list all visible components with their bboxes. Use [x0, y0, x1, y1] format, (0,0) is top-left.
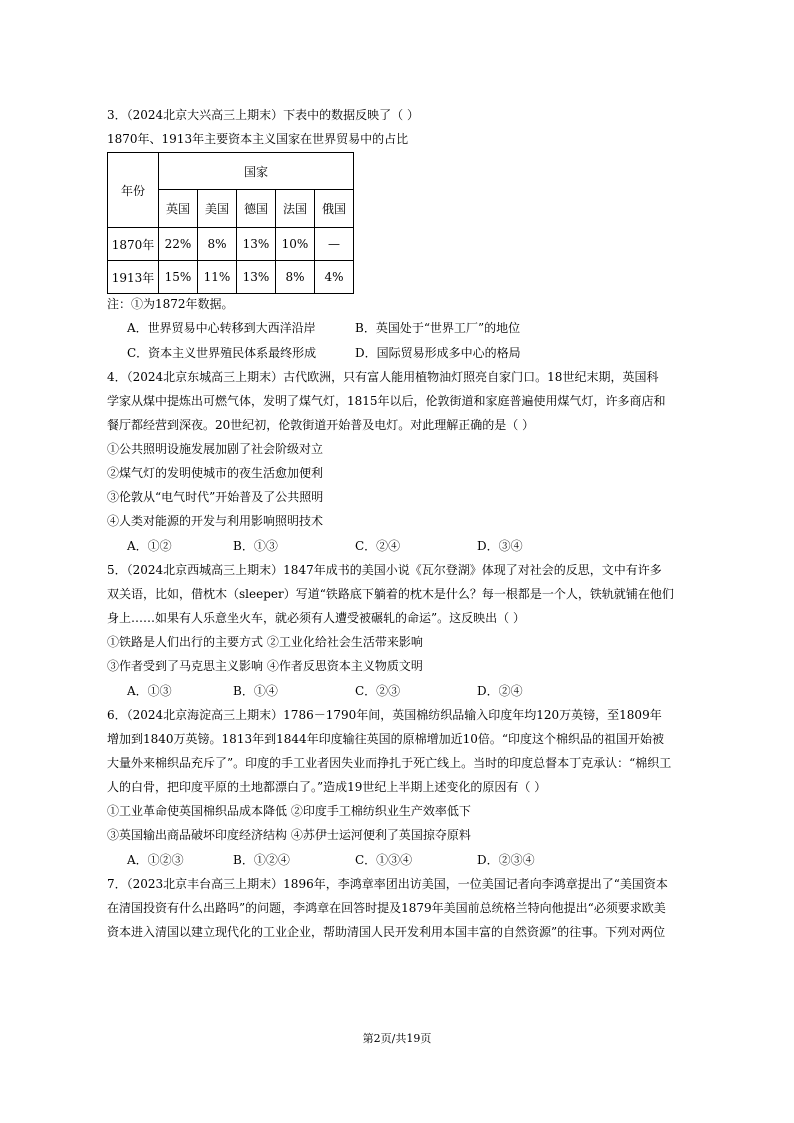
q6-option-d[interactable]: D．②③④: [477, 853, 535, 867]
table-cell: 22%: [159, 228, 198, 261]
q4-option-b[interactable]: B．①③: [233, 539, 278, 553]
q6-stem-line: 大量外来棉织品充斥了”。印度的手工业者因失业而挣扎于死亡线上。当时的印度总督本丁克承认：“棉织工: [107, 756, 672, 770]
table-cell: 8%: [276, 261, 315, 294]
q5-option-d[interactable]: D．②④: [477, 684, 523, 698]
q5-stem-line: 身上……如果有人乐意坐火车，就必须有人遭受被碾轧的命运”。这反映出（ ）: [107, 611, 525, 625]
q6-option-a[interactable]: A．①②③: [127, 853, 184, 867]
q3-option-d[interactable]: D．国际贸易形成多中心的格局: [355, 346, 521, 360]
q7-stem-line: 在清国投资有什么出路吗”的问题，李鸿章在回答时提及1879年美国前总统格兰特向他提出“必须要求欧美: [107, 901, 666, 915]
table-cell: 13%: [237, 261, 276, 294]
q5-stem-line: 双关语，比如，借枕木（sleeper）写道“铁路底下躺着的枕木是什么？每一根都是一个人，铁轨就铺在他们: [107, 587, 674, 601]
table-cell: 10%: [276, 228, 315, 261]
q6-option-b[interactable]: B．①②④: [233, 853, 290, 867]
table-col-header: 德国: [237, 190, 276, 228]
table-cell: —: [315, 228, 354, 261]
q3-option-b[interactable]: B．英国处于“世界工厂”的地位: [355, 321, 521, 335]
q5-statement: ①铁路是人们出行的主要方式 ②工业化给社会生活带来影响: [107, 635, 423, 649]
q5-option-a[interactable]: A．①③: [127, 684, 172, 698]
q5-option-c[interactable]: C．②③: [355, 684, 401, 698]
q4-option-a[interactable]: A．①②: [127, 539, 172, 553]
table-cell: 15%: [159, 261, 198, 294]
table-header-country: 国家: [159, 153, 354, 190]
q5-statement: ③作者受到了马克思主义影响 ④作者反思资本主义物质文明: [107, 659, 423, 673]
q6-statement: ①工业革命使英国棉织品成本降低 ②印度手工棉纺织业生产效率低下: [107, 804, 471, 818]
table-cell: 4%: [315, 261, 354, 294]
q4-option-c[interactable]: C．②④: [355, 539, 401, 553]
q3-stem: 3．（2024北京大兴高三上期末）下表中的数据反映了（ ）: [107, 108, 419, 122]
q3-table-caption: 1870年、1913年主要资本主义国家在世界贸易中的占比: [107, 132, 409, 146]
q4-statement: ①公共照明设施发展加剧了社会阶级对立: [107, 442, 324, 456]
q4-stem-line: 学家从煤中提炼出可燃气体，发明了煤气灯，1815年以后，伦敦街道和家庭普遍使用煤气灯，许多商店和: [107, 394, 666, 408]
q5-stem-line: 5．（2024北京西城高三上期末）1847年成书的美国小说《瓦尔登湖》体现了对社会的反思，文中有许多: [107, 563, 662, 577]
q6-stem-line: 人的白骨，把印度平原的土地都漂白了。”造成19世纪上半期上述变化的原因有（ ）: [107, 780, 547, 794]
q4-stem-line: 4．（2024北京东城高三上期末）古代欧洲，只有富人能用植物油灯照亮自家门口。18世纪末期，英国科: [107, 370, 659, 384]
table-row-year: 1870年: [108, 228, 159, 261]
q6-option-c[interactable]: C．①③④: [355, 853, 413, 867]
q4-statement: ③伦敦从“电气时代”开始普及了公共照明: [107, 490, 324, 504]
table-row: [108, 261, 354, 294]
table-row: [108, 228, 354, 261]
page-number: 第2页/共19页: [362, 1032, 432, 1045]
q5-option-b[interactable]: B．①④: [233, 684, 278, 698]
q3-option-a[interactable]: A．世界贸易中心转移到大西洋沿岸: [127, 321, 316, 335]
q6-stem-line: 6．（2024北京海淀高三上期末）1786－1790年间，英国棉纺织品输入印度年均120万英镑，至1809年: [107, 708, 662, 722]
q4-option-d[interactable]: D．③④: [477, 539, 523, 553]
table-cell: 13%: [237, 228, 276, 261]
q4-statement: ④人类对能源的开发与利用影响照明技术: [107, 514, 324, 528]
table-col-header: 英国: [159, 190, 198, 228]
table-cell: 11%: [198, 261, 237, 294]
table-header-year: 年份: [108, 153, 159, 228]
trade-share-table: [107, 152, 354, 294]
table-col-header: 法国: [276, 190, 315, 228]
table-row-year: 1913年: [108, 261, 159, 294]
q7-stem-line: 7．（2023北京丰台高三上期末）1896年，李鸿章率团出访美国，一位美国记者向李鸿章提出了“美国资本: [107, 877, 668, 891]
q6-stem-line: 增加到1840万英镑。1813年到1844年印度输往英国的原棉增加近10倍。“印度这个棉织品的祖国开始被: [107, 732, 665, 746]
q6-statement: ③英国输出商品破坏印度经济结构 ④苏伊士运河便利了英国掠夺原料: [107, 828, 471, 842]
q4-statement: ②煤气灯的发明使城市的夜生活愈加便利: [107, 466, 324, 480]
table-cell: 8%: [198, 228, 237, 261]
table-col-header: 俄国: [315, 190, 354, 228]
q3-note: 注：①为1872年数据。: [107, 297, 234, 311]
q4-stem-line: 餐厅都经营到深夜。20世纪初，伦敦街道开始普及电灯。对此理解正确的是（ ）: [107, 418, 535, 432]
table-col-header: 美国: [198, 190, 237, 228]
q3-option-c[interactable]: C．资本主义世界殖民体系最终形成: [127, 346, 317, 360]
q7-stem-line: 资本进入清国以建立现代化的工业企业，帮助清国人民开发利用本国丰富的自然资源”的往事。下列对两位: [107, 925, 666, 939]
